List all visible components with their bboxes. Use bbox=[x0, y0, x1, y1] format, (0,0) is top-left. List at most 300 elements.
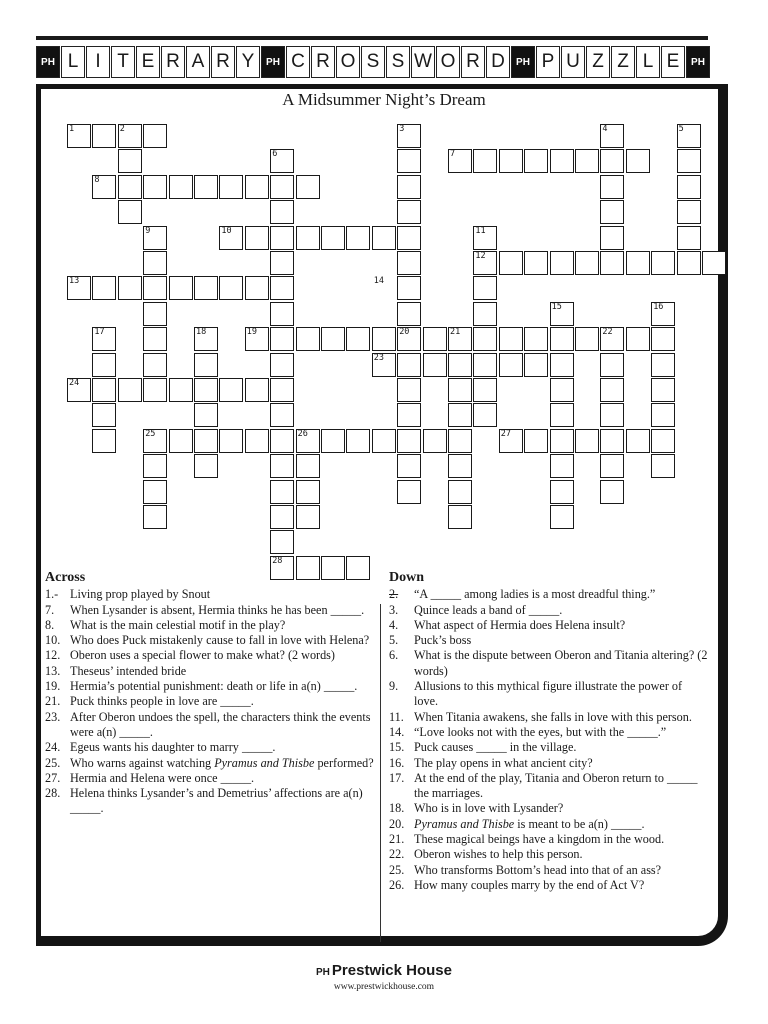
grid-cell[interactable] bbox=[524, 353, 548, 377]
publisher-name: Prestwick House bbox=[331, 962, 452, 979]
clue-number: 17. bbox=[389, 770, 405, 785]
grid-cell[interactable] bbox=[448, 429, 472, 453]
down-heading: Down bbox=[389, 570, 425, 585]
grid-cell[interactable] bbox=[194, 175, 218, 199]
grid-cell[interactable] bbox=[270, 200, 294, 224]
grid-cell[interactable] bbox=[194, 378, 218, 402]
clue-text: Oberon uses a special flower to make what? (2 words) bbox=[70, 648, 335, 663]
clue-number: 6. bbox=[389, 648, 399, 663]
grid-cell[interactable] bbox=[473, 327, 497, 351]
clue-number: 16. bbox=[389, 755, 405, 770]
grid-cell[interactable] bbox=[92, 403, 116, 427]
grid-cell[interactable] bbox=[600, 378, 624, 402]
clue-number: 18. bbox=[389, 801, 405, 816]
grid-cell[interactable] bbox=[550, 454, 574, 478]
grid-number: 13 bbox=[69, 276, 80, 287]
clue-text: Helena thinks Lysander’s and Demetrius’ affections are a(n) _____. bbox=[70, 786, 363, 816]
grid-cell[interactable] bbox=[651, 403, 675, 427]
grid-cell[interactable] bbox=[448, 480, 472, 504]
grid-number: 4 bbox=[602, 124, 608, 134]
grid-cell[interactable] bbox=[499, 327, 523, 351]
clue-item bbox=[389, 648, 709, 679]
grid-cell[interactable] bbox=[600, 429, 624, 453]
grid-number: 12 bbox=[475, 251, 486, 261]
grid-cell[interactable] bbox=[372, 429, 396, 453]
grid-cell[interactable] bbox=[423, 429, 447, 453]
grid-cell[interactable] bbox=[524, 149, 548, 173]
grid-cell[interactable] bbox=[194, 429, 218, 453]
grid-cell[interactable] bbox=[397, 429, 421, 453]
column-divider bbox=[380, 604, 381, 942]
grid-cell[interactable] bbox=[169, 378, 193, 402]
clue-number: 22. bbox=[389, 847, 405, 862]
clue-item bbox=[389, 756, 709, 771]
grid-cell[interactable] bbox=[550, 149, 574, 173]
banner-letter: Y bbox=[236, 46, 260, 78]
clue-text: The play opens in what ancient city? bbox=[414, 755, 593, 770]
down-clues bbox=[389, 570, 709, 893]
grid-cell[interactable] bbox=[346, 429, 370, 453]
clue-item bbox=[389, 710, 709, 725]
grid-cell[interactable] bbox=[118, 175, 142, 199]
grid-cell[interactable] bbox=[600, 480, 624, 504]
clue-number: 14. bbox=[389, 724, 405, 739]
clue-item bbox=[389, 832, 709, 847]
grid-cell[interactable] bbox=[524, 327, 548, 351]
banner-letter: U bbox=[561, 46, 585, 78]
grid-cell[interactable] bbox=[219, 378, 243, 402]
grid-cell[interactable] bbox=[651, 327, 675, 351]
clue-text: What is the main celestial motif in the play? bbox=[70, 617, 286, 632]
grid-cell[interactable] bbox=[448, 403, 472, 427]
grid-cell[interactable] bbox=[575, 429, 599, 453]
grid-number: 16 bbox=[653, 301, 664, 312]
grid-number: 14 bbox=[373, 276, 385, 287]
grid-cell[interactable] bbox=[270, 505, 294, 529]
clue-item bbox=[389, 847, 709, 862]
grid-cell[interactable] bbox=[448, 505, 472, 529]
clue-text: Who transforms Bottom’s head into that of an ass? bbox=[414, 862, 662, 877]
clue-item bbox=[389, 740, 709, 755]
grid-number: 9 bbox=[145, 225, 151, 236]
clue-item bbox=[45, 603, 377, 618]
clue-number: 27. bbox=[45, 770, 61, 785]
grid-number: 21 bbox=[450, 327, 461, 338]
grid-number: 1 bbox=[69, 124, 75, 134]
grid-cell[interactable] bbox=[626, 429, 650, 453]
clue-item bbox=[389, 633, 709, 648]
grid-cell[interactable] bbox=[600, 200, 624, 224]
grid-cell[interactable] bbox=[397, 454, 421, 478]
grid-cell[interactable] bbox=[143, 175, 167, 199]
grid-number: 25 bbox=[145, 428, 156, 439]
clue-item bbox=[45, 756, 377, 771]
clue-item bbox=[389, 817, 709, 832]
grid-cell[interactable] bbox=[550, 480, 574, 504]
clue-number: 21. bbox=[45, 694, 61, 709]
grid-cell[interactable] bbox=[245, 175, 269, 199]
clue-text: After Oberon undoes the spell, the characters think the events were a(n) _____. bbox=[70, 709, 371, 739]
grid-cell[interactable] bbox=[626, 149, 650, 173]
grid-cell[interactable] bbox=[600, 226, 624, 250]
clue-item bbox=[389, 771, 709, 802]
grid-cell[interactable] bbox=[296, 480, 320, 504]
clue-item bbox=[389, 679, 709, 710]
grid-cell[interactable] bbox=[677, 200, 701, 224]
grid-cell[interactable] bbox=[575, 327, 599, 351]
grid-number: 7 bbox=[450, 149, 456, 160]
banner-letter: W bbox=[411, 46, 435, 78]
clue-number: 26. bbox=[389, 877, 405, 892]
grid-cell[interactable] bbox=[473, 403, 497, 427]
clue-item bbox=[45, 633, 377, 648]
grid-cell[interactable] bbox=[550, 327, 574, 351]
grid-cell[interactable] bbox=[346, 327, 370, 351]
across-clues bbox=[45, 570, 377, 817]
banner-title bbox=[36, 46, 732, 78]
grid-cell[interactable] bbox=[702, 251, 726, 275]
grid-cell[interactable] bbox=[397, 251, 421, 275]
grid-cell[interactable] bbox=[448, 454, 472, 478]
puzzle-title: A Midsummer Night’s Dream bbox=[282, 90, 486, 109]
banner-letter: R bbox=[161, 46, 185, 78]
banner-letter: T bbox=[111, 46, 135, 78]
grid-cell[interactable] bbox=[550, 353, 574, 377]
grid-cell[interactable] bbox=[92, 378, 116, 402]
clue-item bbox=[389, 587, 709, 602]
grid-cell[interactable] bbox=[194, 454, 218, 478]
clue-text: Puck causes _____ in the village. bbox=[414, 740, 577, 755]
grid-cell[interactable] bbox=[194, 276, 218, 300]
grid-cell[interactable] bbox=[296, 454, 320, 478]
grid-cell[interactable] bbox=[143, 353, 167, 377]
grid-cell[interactable] bbox=[651, 429, 675, 453]
clue-text: Puck’s boss bbox=[414, 633, 472, 648]
grid-number: 8 bbox=[94, 174, 100, 185]
grid-cell[interactable] bbox=[600, 403, 624, 427]
grid-cell[interactable] bbox=[651, 353, 675, 377]
house-logo-icon: PH bbox=[686, 46, 710, 78]
clue-number: 4. bbox=[389, 617, 399, 632]
clue-item bbox=[45, 618, 377, 633]
grid-number: 24 bbox=[69, 378, 80, 388]
clue-number: 7. bbox=[45, 602, 55, 617]
grid-cell[interactable] bbox=[651, 454, 675, 478]
grid-cell[interactable] bbox=[372, 226, 396, 250]
grid-cell[interactable] bbox=[143, 378, 167, 402]
across-heading: Across bbox=[45, 570, 86, 585]
grid-cell[interactable] bbox=[550, 378, 574, 402]
clue-number: 24. bbox=[45, 740, 61, 755]
top-rule bbox=[36, 36, 708, 40]
clue-number: 15. bbox=[389, 740, 405, 755]
clue-number: 2. bbox=[389, 587, 399, 602]
grid-number: 10 bbox=[221, 225, 232, 236]
clue-item bbox=[389, 801, 709, 816]
grid-number: 22 bbox=[602, 327, 613, 338]
grid-cell[interactable] bbox=[270, 302, 294, 326]
grid-cell[interactable] bbox=[499, 251, 523, 275]
clue-number: 12. bbox=[45, 648, 61, 663]
clue-number: 9. bbox=[389, 679, 399, 694]
banner-letter: O bbox=[336, 46, 360, 78]
clue-text: Who warns against watching Pyramus and Thisbe performed? bbox=[70, 755, 374, 770]
banner-letter: L bbox=[61, 46, 85, 78]
grid-cell[interactable] bbox=[423, 353, 447, 377]
grid-number: 2 bbox=[119, 124, 125, 134]
banner-letter: S bbox=[361, 46, 385, 78]
grid-number: 28 bbox=[272, 555, 283, 566]
grid-number: 11 bbox=[475, 225, 486, 236]
grid-cell[interactable] bbox=[219, 175, 243, 199]
grid-cell[interactable] bbox=[143, 124, 167, 148]
grid-cell[interactable] bbox=[397, 302, 421, 326]
grid-cell[interactable] bbox=[575, 149, 599, 173]
banner-letter: L bbox=[636, 46, 660, 78]
banner-letter: A bbox=[186, 46, 210, 78]
grid-cell[interactable] bbox=[270, 429, 294, 453]
banner-letter: P bbox=[536, 46, 560, 78]
grid-cell[interactable] bbox=[118, 378, 142, 402]
grid-cell[interactable] bbox=[270, 403, 294, 427]
clue-number: 20. bbox=[389, 816, 405, 831]
clue-text: Quince leads a band of _____. bbox=[414, 602, 563, 617]
grid-cell[interactable] bbox=[92, 276, 116, 300]
grid-cell[interactable] bbox=[346, 226, 370, 250]
clue-item bbox=[45, 664, 377, 679]
publisher-logo bbox=[0, 962, 768, 979]
grid-cell[interactable] bbox=[92, 353, 116, 377]
grid-cell[interactable] bbox=[600, 175, 624, 199]
grid-cell[interactable] bbox=[524, 429, 548, 453]
grid-cell[interactable] bbox=[372, 327, 396, 351]
grid-number: 27 bbox=[500, 428, 512, 439]
grid-cell[interactable] bbox=[270, 530, 294, 554]
clue-item bbox=[45, 740, 377, 755]
clue-item bbox=[45, 648, 377, 663]
grid-cell[interactable] bbox=[473, 353, 497, 377]
banner-letter: E bbox=[136, 46, 160, 78]
grid-number: 20 bbox=[399, 327, 410, 338]
grid-number: 19 bbox=[246, 327, 258, 338]
grid-cell[interactable] bbox=[423, 327, 447, 351]
grid-cell[interactable] bbox=[118, 149, 142, 173]
grid-cell[interactable] bbox=[169, 429, 193, 453]
grid-cell[interactable] bbox=[143, 251, 167, 275]
publisher-url[interactable]: www.prestwickhouse.com bbox=[333, 982, 435, 992]
grid-cell[interactable] bbox=[245, 226, 269, 250]
grid-cell[interactable] bbox=[677, 251, 701, 275]
clue-text: “A _____ among ladies is a most dreadful thing.” bbox=[414, 587, 656, 602]
grid-cell[interactable] bbox=[92, 124, 116, 148]
clue-text: Who does Puck mistakenly cause to fall in love with Helena? bbox=[70, 633, 370, 648]
clue-text: These magical beings have a kingdom in the wood. bbox=[414, 832, 665, 847]
grid-cell[interactable] bbox=[296, 505, 320, 529]
clue-number: 8. bbox=[45, 617, 55, 632]
grid-cell[interactable] bbox=[245, 276, 269, 300]
grid-cell[interactable] bbox=[219, 429, 243, 453]
banner-letter: R bbox=[461, 46, 485, 78]
grid-number: 5 bbox=[678, 124, 684, 134]
grid-cell[interactable] bbox=[270, 327, 294, 351]
grid-cell[interactable] bbox=[270, 226, 294, 250]
grid-cell[interactable] bbox=[473, 378, 497, 402]
clue-number: 19. bbox=[45, 679, 61, 694]
grid-cell[interactable] bbox=[194, 353, 218, 377]
clue-text: “Love looks not with the eyes, but with the _____.” bbox=[414, 724, 667, 739]
grid-cell[interactable] bbox=[169, 175, 193, 199]
grid-cell[interactable] bbox=[270, 454, 294, 478]
clue-text: Allusions to this mythical figure illustrate the power of love. bbox=[414, 679, 683, 709]
banner-letter: C bbox=[286, 46, 310, 78]
grid-cell[interactable] bbox=[321, 327, 345, 351]
grid-cell[interactable] bbox=[397, 226, 421, 250]
grid-cell[interactable] bbox=[600, 149, 624, 173]
grid-cell[interactable] bbox=[270, 353, 294, 377]
clue-text: Hermia and Helena were once _____. bbox=[70, 770, 255, 785]
banner-letter: Z bbox=[611, 46, 635, 78]
grid-cell[interactable] bbox=[270, 480, 294, 504]
clue-item bbox=[45, 786, 377, 817]
grid-number: 18 bbox=[196, 327, 207, 338]
grid-number: 3 bbox=[399, 124, 405, 134]
grid-cell[interactable] bbox=[397, 378, 421, 402]
clue-text: When Titania awakens, she falls in love with this person. bbox=[414, 709, 692, 724]
grid-number: 6 bbox=[272, 149, 278, 160]
clue-item bbox=[389, 725, 709, 740]
clue-item bbox=[389, 878, 709, 893]
grid-cell[interactable] bbox=[651, 251, 675, 275]
grid-cell[interactable] bbox=[143, 505, 167, 529]
grid-cell[interactable] bbox=[321, 226, 345, 250]
clue-text: Living prop played by Snout bbox=[70, 587, 211, 602]
house-logo-icon: PH bbox=[511, 46, 535, 78]
grid-cell[interactable] bbox=[397, 276, 421, 300]
grid-cell[interactable] bbox=[677, 226, 701, 250]
grid-cell[interactable] bbox=[321, 429, 345, 453]
grid-cell[interactable] bbox=[677, 149, 701, 173]
grid-cell[interactable] bbox=[194, 403, 218, 427]
clue-text: Theseus’ intended bride bbox=[70, 663, 187, 678]
grid-cell[interactable] bbox=[143, 327, 167, 351]
grid-cell[interactable] bbox=[600, 454, 624, 478]
grid-cell[interactable] bbox=[397, 149, 421, 173]
grid-cell[interactable] bbox=[473, 149, 497, 173]
grid-cell[interactable] bbox=[245, 429, 269, 453]
clue-item bbox=[45, 771, 377, 786]
grid-cell[interactable] bbox=[397, 403, 421, 427]
clue-item bbox=[389, 863, 709, 878]
clue-item bbox=[45, 587, 377, 602]
grid-cell[interactable] bbox=[397, 480, 421, 504]
clue-text: Puck thinks people in love are _____. bbox=[70, 694, 254, 709]
grid-cell[interactable] bbox=[448, 378, 472, 402]
grid-cell[interactable] bbox=[550, 505, 574, 529]
grid-cell[interactable] bbox=[550, 429, 574, 453]
grid-cell[interactable] bbox=[575, 251, 599, 275]
clue-item bbox=[45, 710, 377, 741]
grid-cell[interactable] bbox=[626, 251, 650, 275]
clue-text: Oberon wishes to help this person. bbox=[414, 847, 583, 862]
clue-number: 23. bbox=[45, 709, 61, 724]
grid-cell[interactable] bbox=[499, 353, 523, 377]
grid-cell[interactable] bbox=[270, 175, 294, 199]
banner-letter: D bbox=[486, 46, 510, 78]
clue-number: 28. bbox=[45, 786, 61, 801]
grid-cell[interactable] bbox=[499, 149, 523, 173]
clue-number: 3. bbox=[389, 602, 399, 617]
house-logo-icon: PH bbox=[316, 967, 330, 978]
grid-cell[interactable] bbox=[397, 200, 421, 224]
grid-cell[interactable] bbox=[296, 327, 320, 351]
banner-letter: O bbox=[436, 46, 460, 78]
clue-text: At the end of the play, Titania and Oberon return to _____ the marriages. bbox=[414, 770, 698, 801]
grid-cell[interactable] bbox=[524, 251, 548, 275]
banner-letter: R bbox=[211, 46, 235, 78]
grid-number: 23 bbox=[373, 352, 385, 363]
grid-cell[interactable] bbox=[143, 480, 167, 504]
grid-cell[interactable] bbox=[651, 378, 675, 402]
grid-cell[interactable] bbox=[143, 454, 167, 478]
grid-cell[interactable] bbox=[118, 276, 142, 300]
grid-cell[interactable] bbox=[473, 276, 497, 300]
clue-text: Who is in love with Lysander? bbox=[414, 801, 564, 816]
grid-cell[interactable] bbox=[550, 251, 574, 275]
clue-item bbox=[45, 679, 377, 694]
house-logo-icon: PH bbox=[261, 46, 285, 78]
grid-cell[interactable] bbox=[626, 327, 650, 351]
clue-number: 21. bbox=[389, 832, 405, 847]
grid-cell[interactable] bbox=[397, 175, 421, 199]
clue-item bbox=[45, 694, 377, 709]
clue-item bbox=[389, 618, 709, 633]
grid-cell[interactable] bbox=[169, 276, 193, 300]
grid-cell[interactable] bbox=[397, 353, 421, 377]
clue-text: How many couples marry by the end of Act V? bbox=[414, 877, 645, 892]
grid-cell[interactable] bbox=[245, 378, 269, 402]
grid-cell[interactable] bbox=[550, 403, 574, 427]
grid-cell[interactable] bbox=[270, 251, 294, 275]
clue-number: 5. bbox=[389, 633, 399, 648]
clue-text: Hermia’s potential punishment: death or life in a(n) _____. bbox=[70, 679, 358, 694]
grid-cell[interactable] bbox=[473, 302, 497, 326]
clue-text: What is the dispute between Oberon and Titania altering? (2 words) bbox=[414, 648, 708, 678]
clue-text: When Lysander is absent, Hermia thinks he has been _____. bbox=[70, 602, 365, 617]
house-logo-icon: PH bbox=[36, 46, 60, 78]
grid-cell[interactable] bbox=[600, 251, 624, 275]
banner-letter: S bbox=[386, 46, 410, 78]
banner-letter: R bbox=[311, 46, 335, 78]
clue-text: Egeus wants his daughter to marry _____. bbox=[70, 740, 276, 755]
grid-cell[interactable] bbox=[270, 276, 294, 300]
grid-cell[interactable] bbox=[118, 200, 142, 224]
clue-text: Pyramus and Thisbe is meant to be a(n) _____. bbox=[414, 816, 645, 831]
grid-number: 26 bbox=[297, 428, 308, 439]
grid-cell[interactable] bbox=[448, 353, 472, 377]
grid-cell[interactable] bbox=[600, 353, 624, 377]
grid-cell[interactable] bbox=[219, 276, 243, 300]
grid-cell[interactable] bbox=[92, 429, 116, 453]
clue-text: What aspect of Hermia does Helena insult? bbox=[414, 617, 626, 632]
clue-number: 1.- bbox=[45, 587, 59, 602]
grid-number: 15 bbox=[551, 301, 562, 312]
grid-cell[interactable] bbox=[296, 226, 320, 250]
grid-cell[interactable] bbox=[143, 302, 167, 326]
grid-cell[interactable] bbox=[270, 378, 294, 402]
grid-cell[interactable] bbox=[677, 175, 701, 199]
grid-cell[interactable] bbox=[296, 175, 320, 199]
grid-cell[interactable] bbox=[143, 276, 167, 300]
